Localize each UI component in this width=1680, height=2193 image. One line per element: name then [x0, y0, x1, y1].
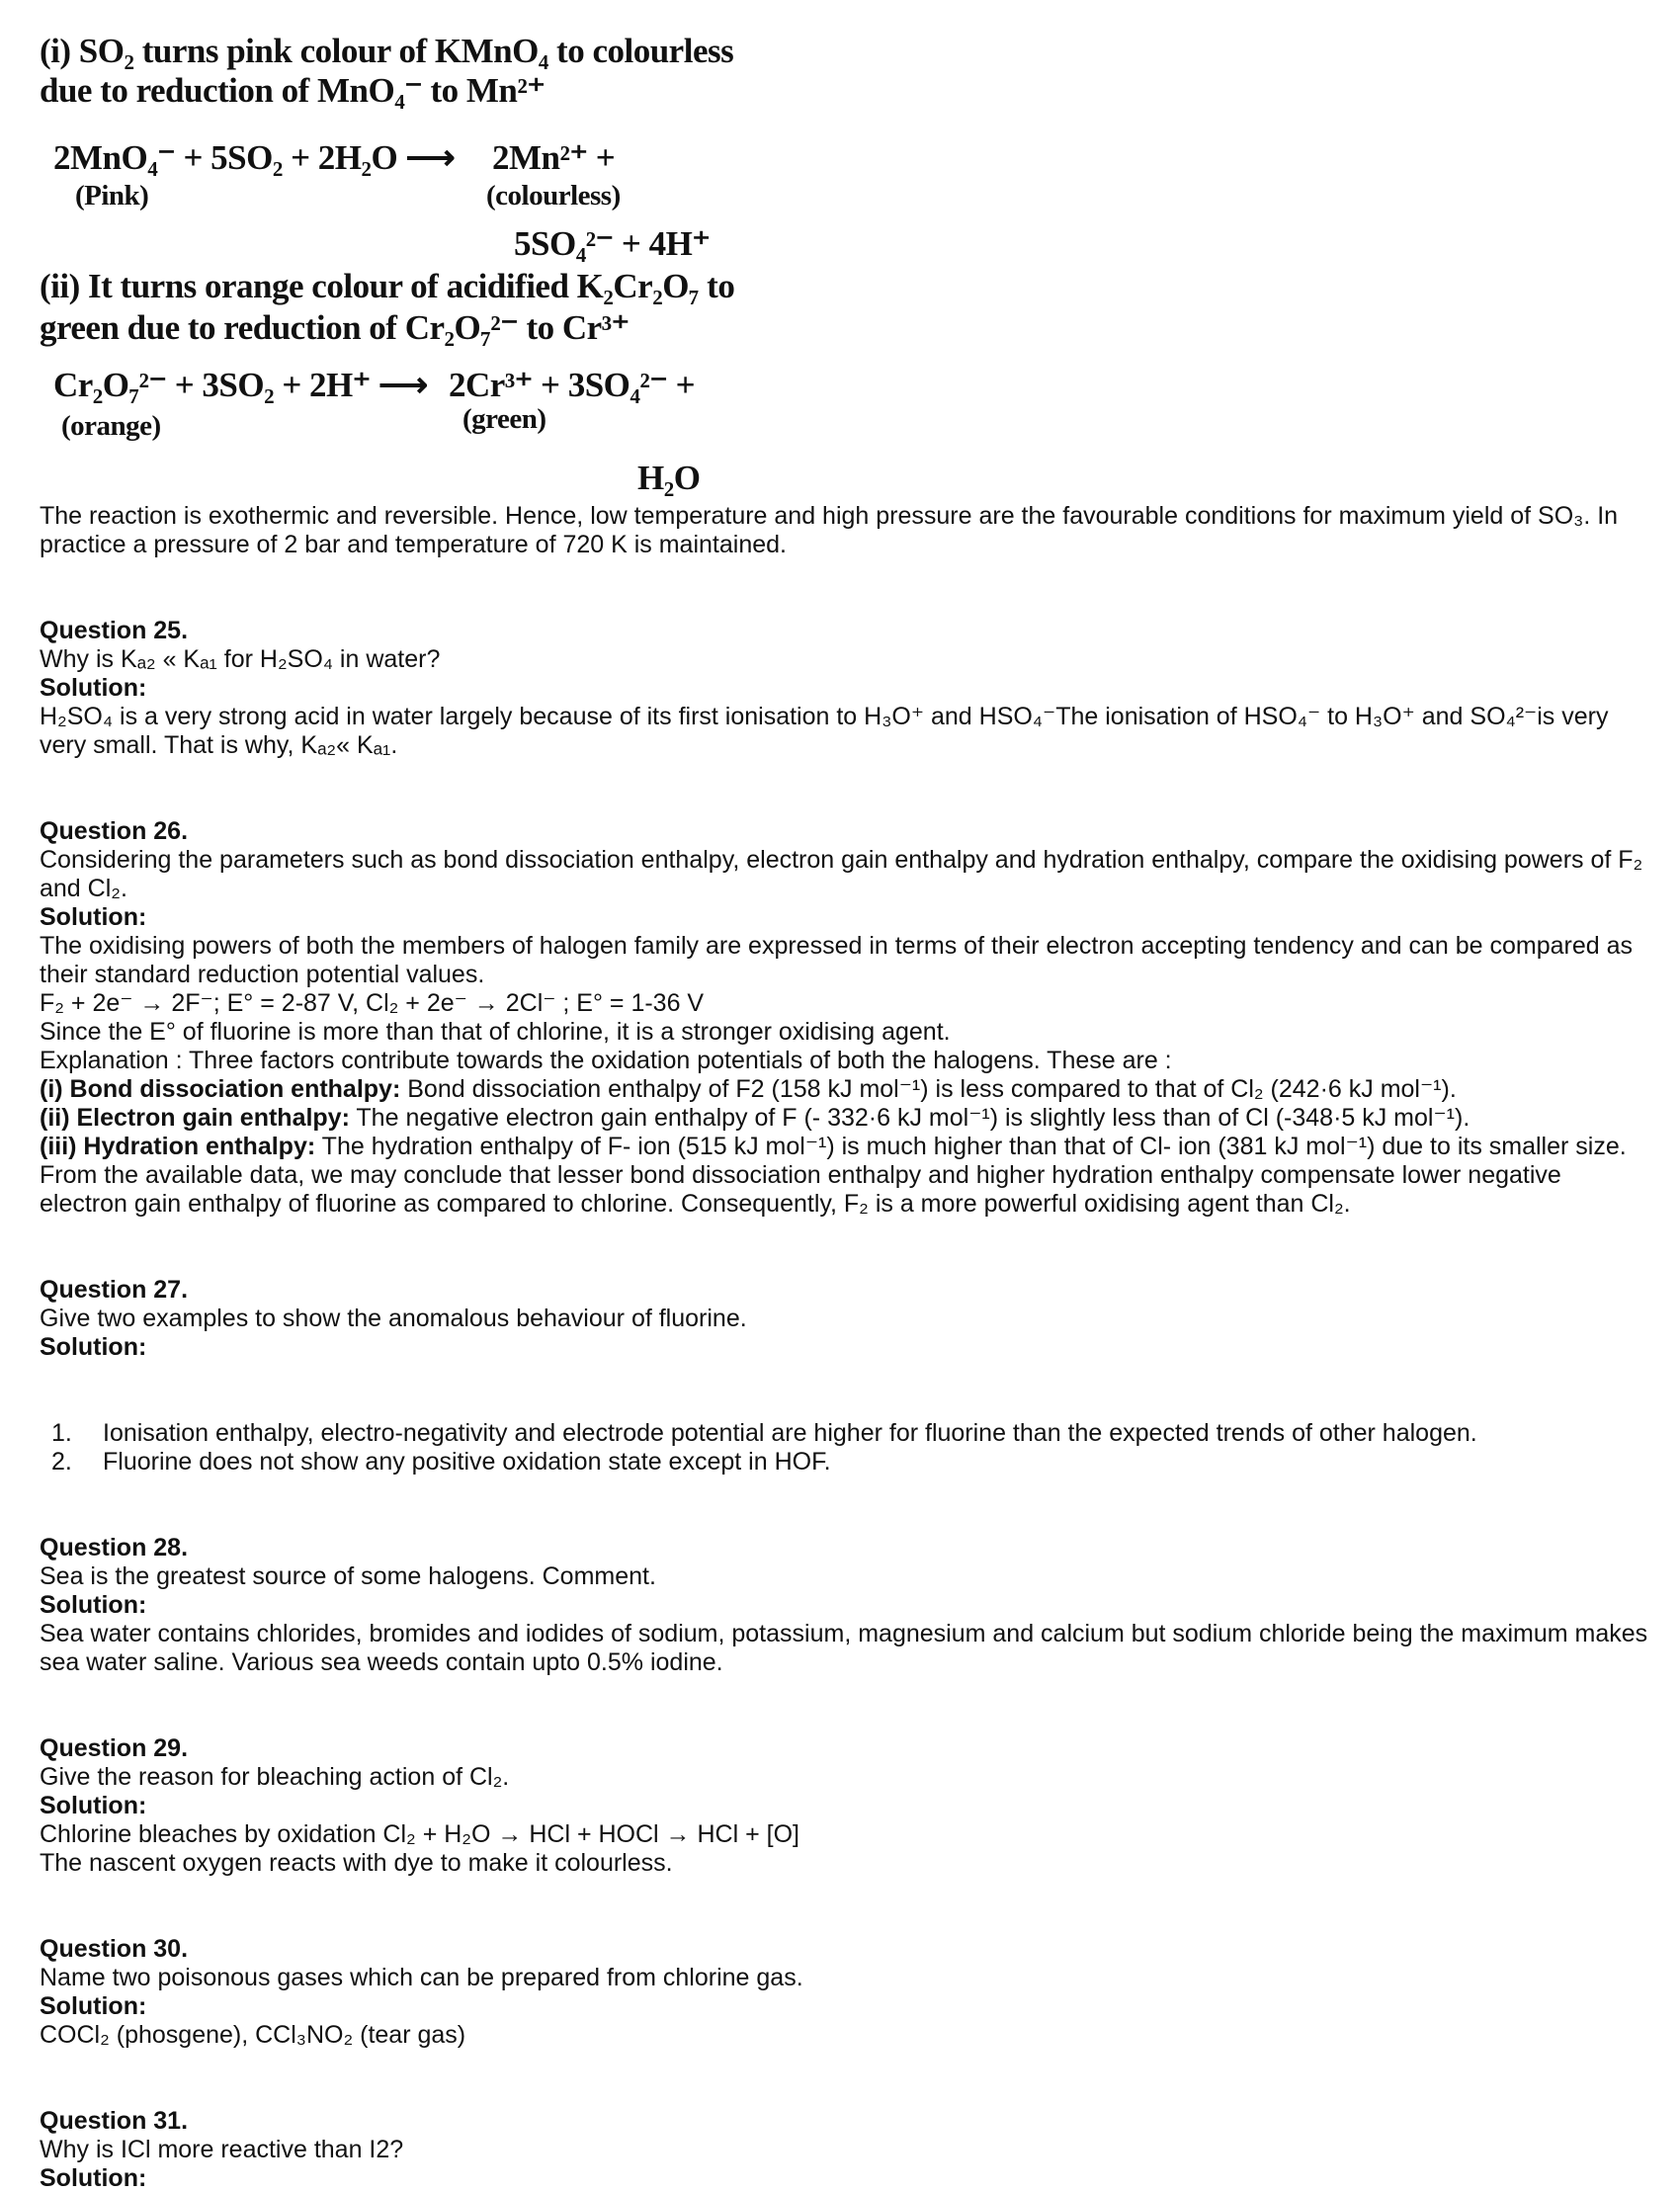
question-27-solution-label: Solution:: [40, 1333, 147, 1361]
question-28-title: Question 28.: [40, 1534, 189, 1561]
list-item-text: Fluorine does not show any positive oxidation state except in HOF.: [103, 1448, 831, 1476]
image-line-3: (ii) It turns orange colour of acidified K₂Cr₂O₇ to: [40, 267, 735, 305]
equation-1-left: 2MnO₄⁻ + 5SO₂ + 2H₂O ⟶: [53, 138, 456, 177]
list-item: [40, 1448, 1650, 1476]
equation-1-continuation: 5SO₄²⁻ + 4H⁺: [514, 224, 711, 263]
list-item-number: 2.: [51, 1448, 72, 1476]
question-26-answer-3: Since the E° of fluorine is more than that of chlorine, it is a stronger oxidising agent.: [40, 1018, 951, 1046]
list-item-text: Ionisation enthalpy, electro-negativity and electrode potential are higher for fluorine than the expected trends of other halogen.: [103, 1419, 1477, 1447]
question-26-factor-2: [40, 1104, 1650, 1133]
question-27-text: Give two examples to show the anomalous behaviour of fluorine.: [40, 1305, 747, 1332]
question-28-answer: Sea water contains chlorides, bromides and iodides of sodium, potassium, magnesium and calcium but sodium chloride being the maximum makes sea water saline. Various sea weeds contain upto 0.5% iodine.: [40, 1620, 1648, 1676]
question-26-explanation: Explanation : Three factors contribute towards the oxidation potentials of both the halogens. These are :: [40, 1047, 1172, 1074]
equation-1-colourless-label: (colourless): [486, 180, 621, 211]
question-30-text: Name two poisonous gases which can be prepared from chlorine gas.: [40, 1964, 803, 1991]
question-26-factor-1: [40, 1075, 1650, 1104]
factor-3-text: The hydration enthalpy of F- ion (515 kJ mol⁻¹) is much higher than that of Cl- ion (381 kJ mol⁻¹) due to its smaller size.: [315, 1133, 1627, 1160]
question-29-answer-2: The nascent oxygen reacts with dye to make it colourless.: [40, 1849, 673, 1877]
question-29-text: Give the reason for bleaching action of Cl₂.: [40, 1763, 510, 1791]
question-29-title: Question 29.: [40, 1734, 189, 1762]
question-30-solution-label: Solution:: [40, 1992, 147, 2020]
question-29-answer-1: Chlorine bleaches by oxidation Cl₂ + H₂O → HCl + HOCl → HCl + [O]: [40, 1820, 799, 1848]
question-26-factor-3: [40, 1133, 1650, 1161]
intro-paragraph: The reaction is exothermic and reversible. Hence, low temperature and high pressure are the favourable conditions for maximum yield of SO₃. In practice a pressure of 2 bar and temperature of 720 K is maintained.: [40, 502, 1619, 558]
equation-1-right: 2Mn²⁺ +: [492, 138, 616, 177]
question-25-answer: H₂SO₄ is a very strong acid in water largely because of its first ionisation to H₃O⁺ and HSO₄⁻The ionisation of HSO₄⁻ to H₃O⁺ and SO₄²⁻is very very small. That is why, Kₐ₂« Kₐ₁.: [40, 703, 1609, 759]
factor-1-label: (i) Bond dissociation enthalpy:: [40, 1075, 401, 1103]
equation-2-orange-label: (orange): [61, 410, 161, 442]
question-25-text: Why is Kₐ₂ « Kₐ₁ for H₂SO₄ in water?: [40, 645, 441, 673]
document-body: [40, 502, 1650, 2193]
question-28-text: Sea is the greatest source of some halogens. Comment.: [40, 1562, 656, 1590]
question-28-solution-label: Solution:: [40, 1591, 147, 1619]
equation-2-green-label: (green): [462, 403, 546, 435]
question-26-solution-label: Solution:: [40, 903, 147, 931]
question-25-title: Question 25.: [40, 617, 189, 644]
equation-1-pink-label: (Pink): [75, 180, 149, 211]
question-27-title: Question 27.: [40, 1276, 189, 1304]
question-30-title: Question 30.: [40, 1935, 189, 1963]
factor-1-text: Bond dissociation enthalpy of F2 (158 kJ mol⁻¹) is less compared to that of Cl₂ (242·6 kJ mol⁻¹).: [400, 1075, 1457, 1103]
question-31-text: Why is ICl more reactive than I2?: [40, 2136, 404, 2163]
scanned-equations-image: [40, 22, 751, 506]
question-29-solution-label: Solution:: [40, 1792, 147, 1819]
question-26-conclusion: From the available data, we may conclude that lesser bond dissociation enthalpy and higher hydration enthalpy compensate lower negative electron gain enthalpy of fluorine as compared to chlorine. Consequently, F₂ is a more powerful oxidising agent than Cl₂.: [40, 1161, 1561, 1218]
image-line-4: green due to reduction of Cr₂O₇²⁻ to Cr³⁺: [40, 308, 630, 347]
question-25-solution-label: Solution:: [40, 674, 147, 702]
question-26-title: Question 26.: [40, 817, 189, 845]
question-31-solution-label: Solution:: [40, 2164, 147, 2192]
list-item: [40, 1419, 1650, 1448]
equation-2-continuation: H₂O: [637, 459, 701, 497]
factor-2-text: The negative electron gain enthalpy of F (- 332·6 kJ mol⁻¹) is slightly less than of Cl (-348·5 kJ mol⁻¹).: [349, 1104, 1470, 1132]
equation-2-left: Cr₂O₇²⁻ + 3SO₂ + 2H⁺ ⟶: [53, 366, 428, 404]
question-31-title: Question 31.: [40, 2107, 189, 2135]
image-line-2: due to reduction of MnO₄⁻ to Mn²⁺: [40, 71, 546, 110]
question-26-text: Considering the parameters such as bond dissociation enthalpy, electron gain enthalpy and hydration enthalpy, compare the oxidising powers of F₂ and Cl₂.: [40, 846, 1643, 902]
factor-2-label: (ii) Electron gain enthalpy:: [40, 1104, 350, 1132]
list-item-number: 1.: [51, 1419, 72, 1447]
equation-2-right: 2Cr³⁺ + 3SO₄²⁻ +: [449, 366, 696, 404]
question-26-answer-1: The oxidising powers of both the members of halogen family are expressed in terms of their electron accepting tendency and can be compared as their standard reduction potential values.: [40, 932, 1633, 988]
question-26-equation: F₂ + 2e⁻ → 2F⁻; E° = 2-87 V, Cl₂ + 2e⁻ → 2Cl⁻ ; E° = 1-36 V: [40, 989, 705, 1017]
question-27-answer-list: [40, 1419, 1650, 1476]
image-line-1: (i) SO₂ turns pink colour of KMnO₄ to colourless: [40, 32, 734, 70]
factor-3-label: (iii) Hydration enthalpy:: [40, 1133, 316, 1160]
question-30-answer: COCl₂ (phosgene), CCl₃NO₂ (tear gas): [40, 2021, 466, 2049]
